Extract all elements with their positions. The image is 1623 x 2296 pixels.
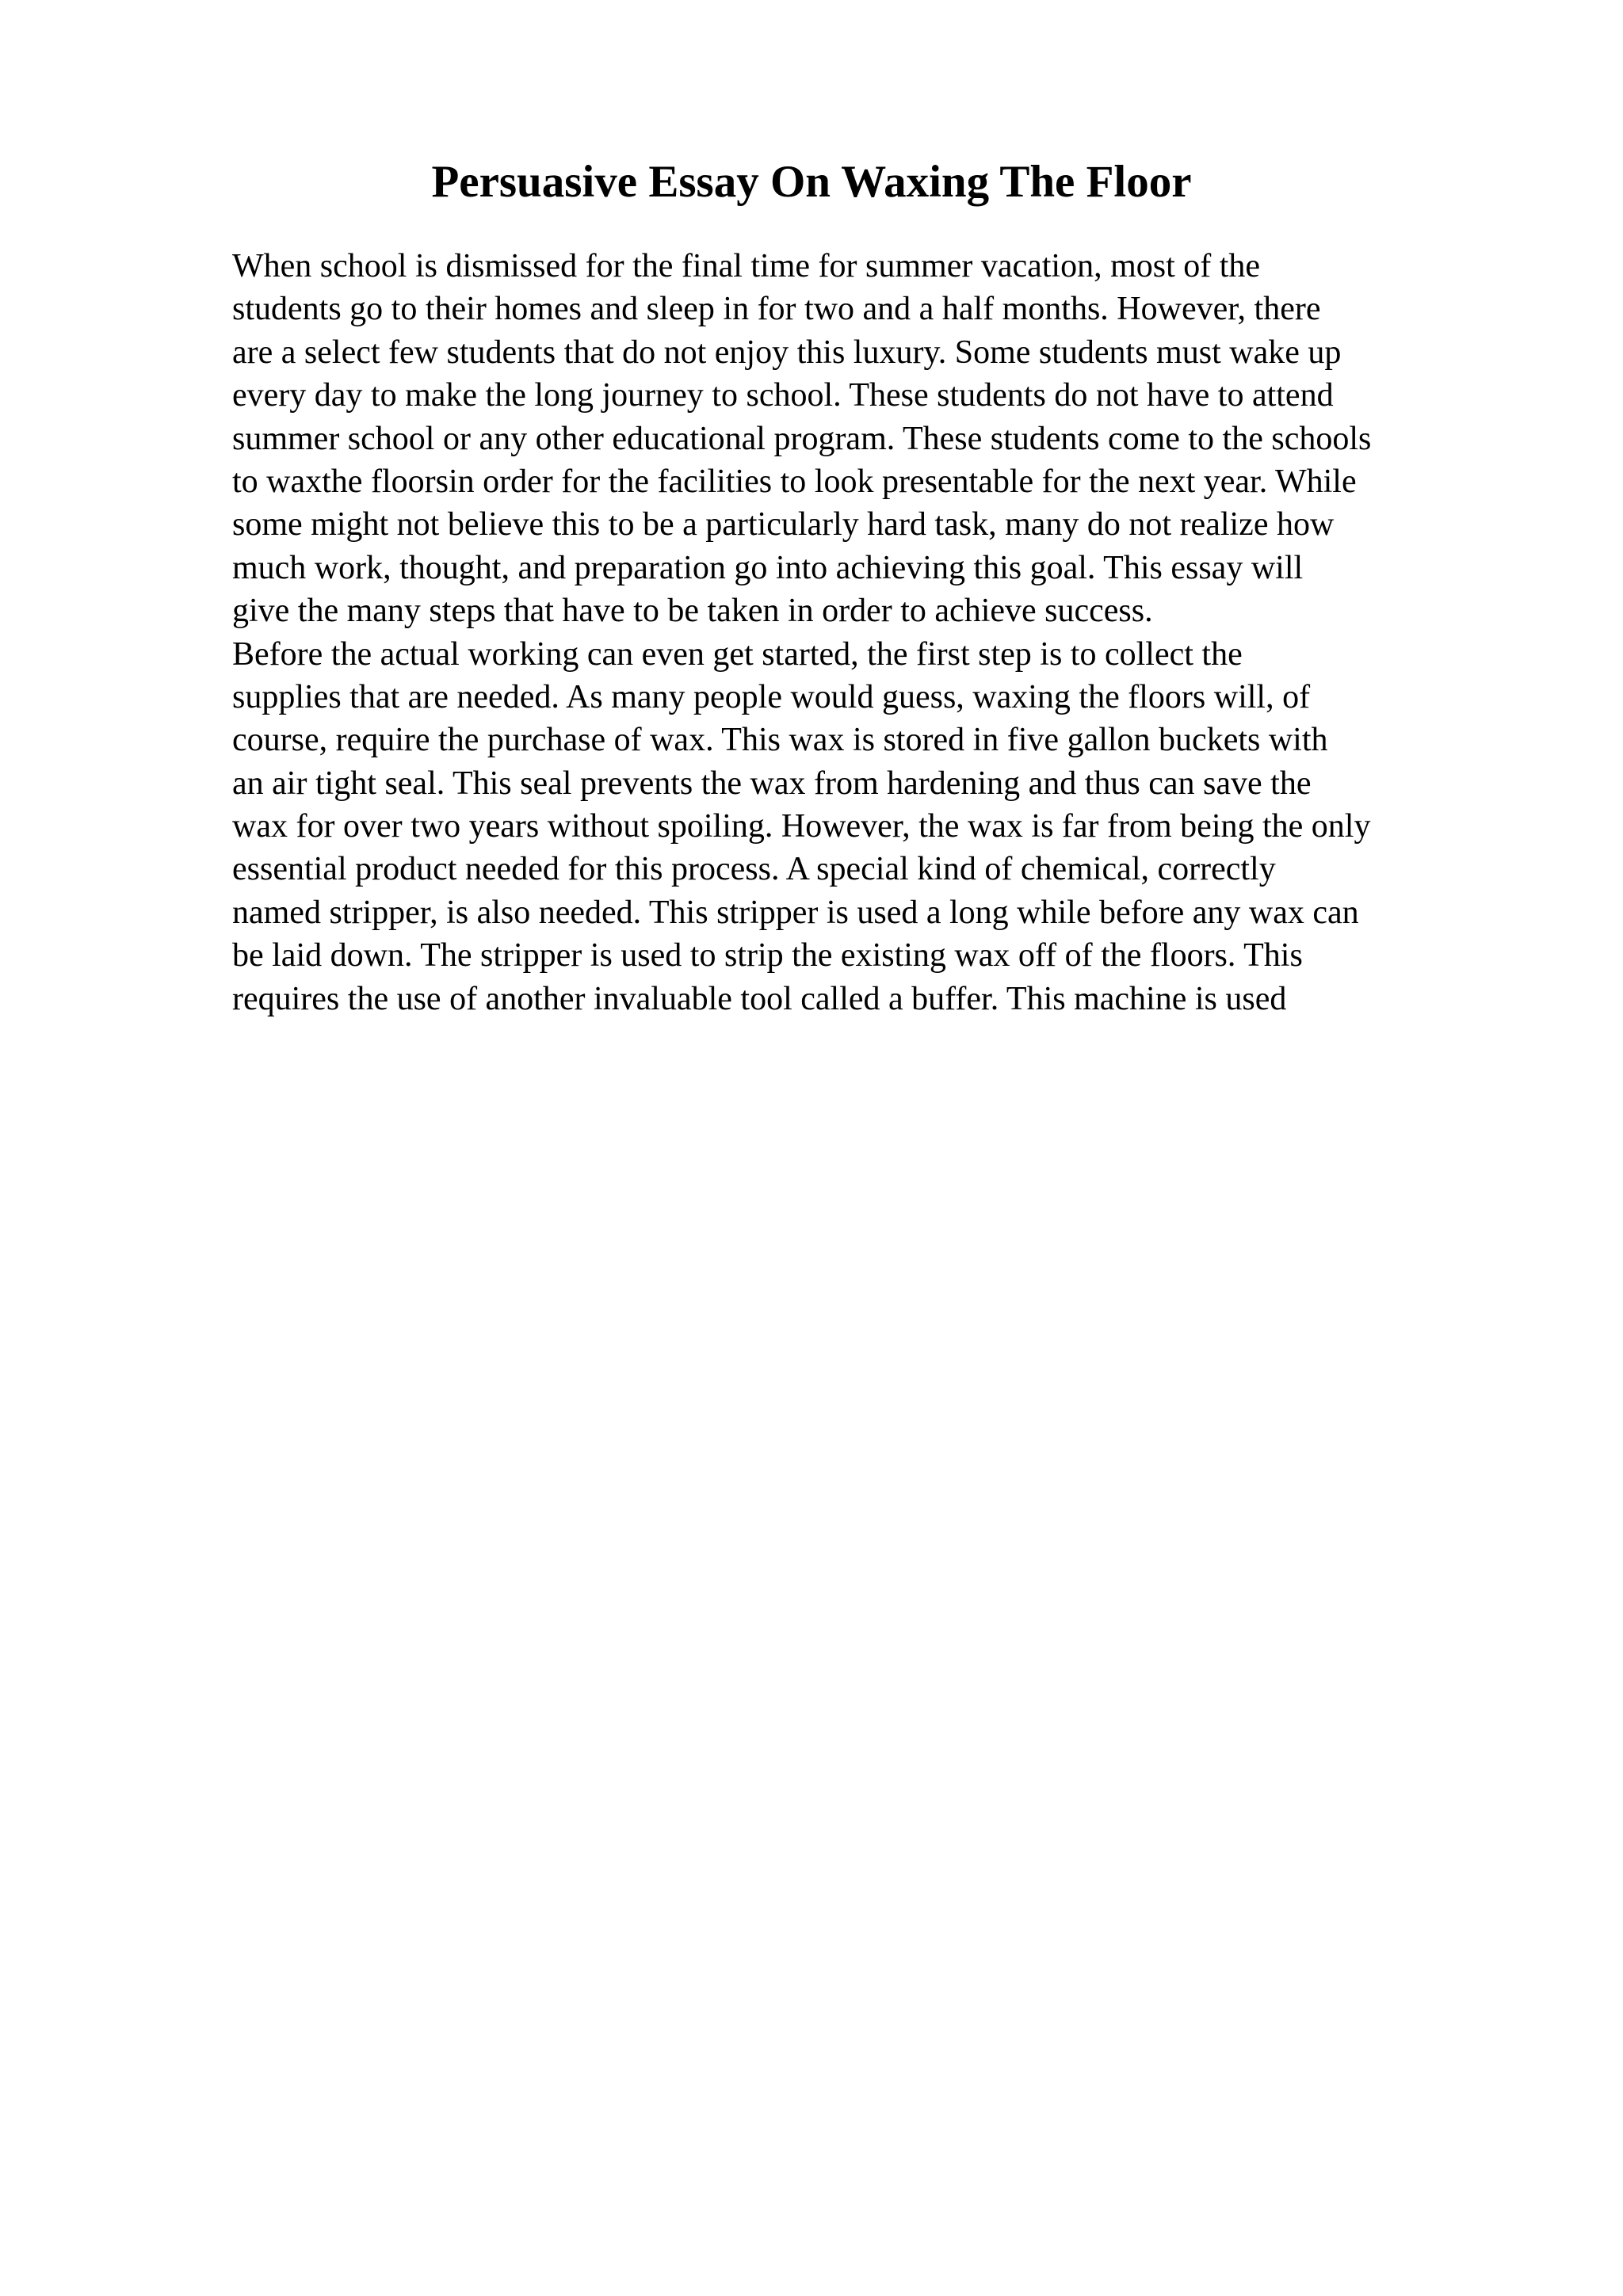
text-line: every day to make the long journey to school. These students do not have to attend bbox=[232, 377, 1334, 414]
text-line: named stripper, is also needed. This stripper is used a long while before any wax can bbox=[232, 894, 1359, 931]
text-line: students go to their homes and sleep in for two and a half months. However, there bbox=[232, 291, 1321, 328]
text-line: requires the use of another invaluable tool called a buffer. This machine is used bbox=[232, 980, 1287, 1017]
text-line: When school is dismissed for the final time for summer vacation, most of the bbox=[232, 248, 1261, 284]
text-line: much work, thought, and preparation go into achieving this goal. This essay will bbox=[232, 549, 1304, 586]
text-line: be laid down. The stripper is used to strip the existing wax off of the floors. This bbox=[232, 937, 1303, 974]
text-line: course, require the purchase of wax. This wax is stored in five gallon buckets with bbox=[232, 722, 1328, 759]
text-line: some might not believe this to be a particularly hard task, many do not realize how bbox=[232, 506, 1335, 543]
text-line: summer school or any other educational program. These students come to the schools bbox=[232, 420, 1372, 457]
text-line: supplies that are needed. As many people would guess, waxing the floors will, of bbox=[232, 678, 1311, 715]
text-line: are a select few students that do not enjoy this luxury. Some students must wake up bbox=[232, 334, 1342, 371]
text-line: essential product needed for this process. A special kind of chemical, correctly bbox=[232, 851, 1276, 888]
essay-body bbox=[232, 245, 1611, 1020]
text-line: Before the actual working can even get started, the first step is to collect the bbox=[232, 635, 1243, 673]
text-line: to waxthe floorsin order for the facilities to look presentable for the next year. While bbox=[232, 463, 1357, 500]
document-title: Persuasive Essay On Waxing The Floor bbox=[431, 157, 1192, 207]
text-line: wax for over two years without spoiling. However, the wax is far from being the only bbox=[232, 808, 1371, 845]
text-line: give the many steps that have to be taken in order to achieve success. bbox=[232, 593, 1153, 630]
text-line: an air tight seal. This seal prevents the wax from hardening and thus can save the bbox=[232, 765, 1312, 802]
